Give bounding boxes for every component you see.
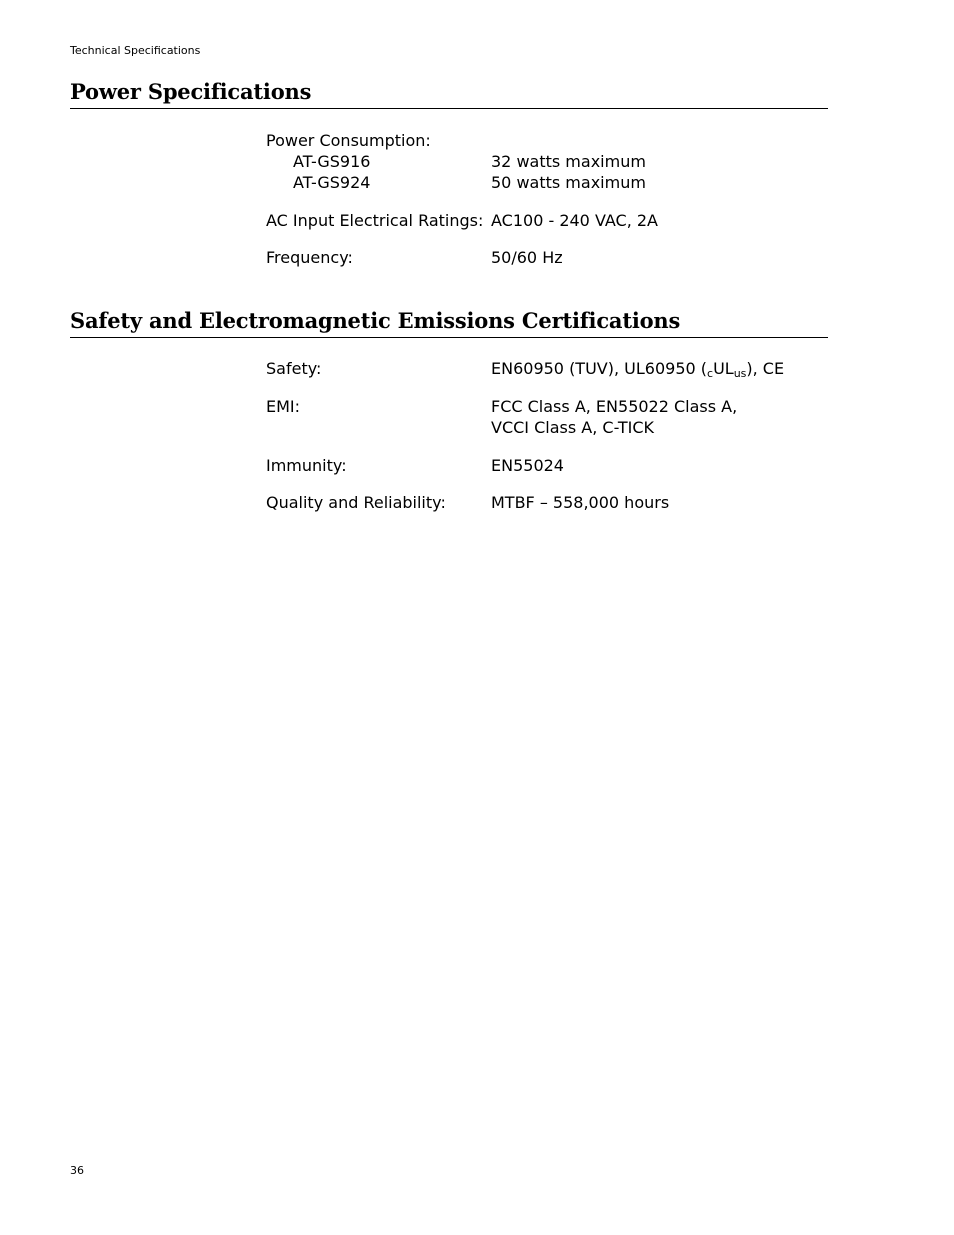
model-name: AT-GS924: [293, 173, 371, 192]
safety-sub-us: us: [733, 367, 747, 380]
quality-value: MTBF – 558,000 hours: [491, 493, 670, 512]
emi-value-line: VCCI Class A, C-TICK: [491, 418, 655, 437]
safety-ul: UL: [713, 359, 734, 378]
model-power-value: 50 watts maximum: [491, 173, 646, 192]
page-number: 36: [70, 1164, 84, 1177]
emi-value-line: FCC Class A, EN55022 Class A,: [491, 397, 738, 416]
ac-input-value: AC100 - 240 VAC, 2A: [491, 211, 658, 230]
ac-input-label: AC Input Electrical Ratings:: [266, 211, 484, 230]
safety-label: Safety:: [266, 359, 322, 378]
safety-value-suffix: ), CE: [746, 359, 785, 378]
safety-sub-c: c: [707, 367, 714, 380]
safety-value-prefix: EN60950 (TUV), UL60950 (: [491, 359, 707, 378]
power-consumption-label: Power Consumption:: [266, 131, 431, 150]
model-power-value: 32 watts maximum: [491, 152, 646, 171]
model-name: AT-GS916: [293, 152, 371, 171]
emi-value: [491, 396, 737, 438]
safety-certifications-heading: Safety and Electromagnetic Emissions Certifications: [70, 308, 828, 338]
immunity-value: EN55024: [491, 456, 564, 475]
emi-label: EMI:: [266, 397, 301, 416]
power-specifications-heading: Power Specifications: [70, 79, 828, 109]
immunity-label: Immunity:: [266, 456, 347, 475]
running-header: Technical Specifications: [70, 44, 201, 57]
frequency-label: Frequency:: [266, 248, 353, 267]
quality-label: Quality and Reliability:: [266, 493, 446, 512]
safety-value: [491, 358, 784, 379]
frequency-value: 50/60 Hz: [491, 248, 563, 267]
